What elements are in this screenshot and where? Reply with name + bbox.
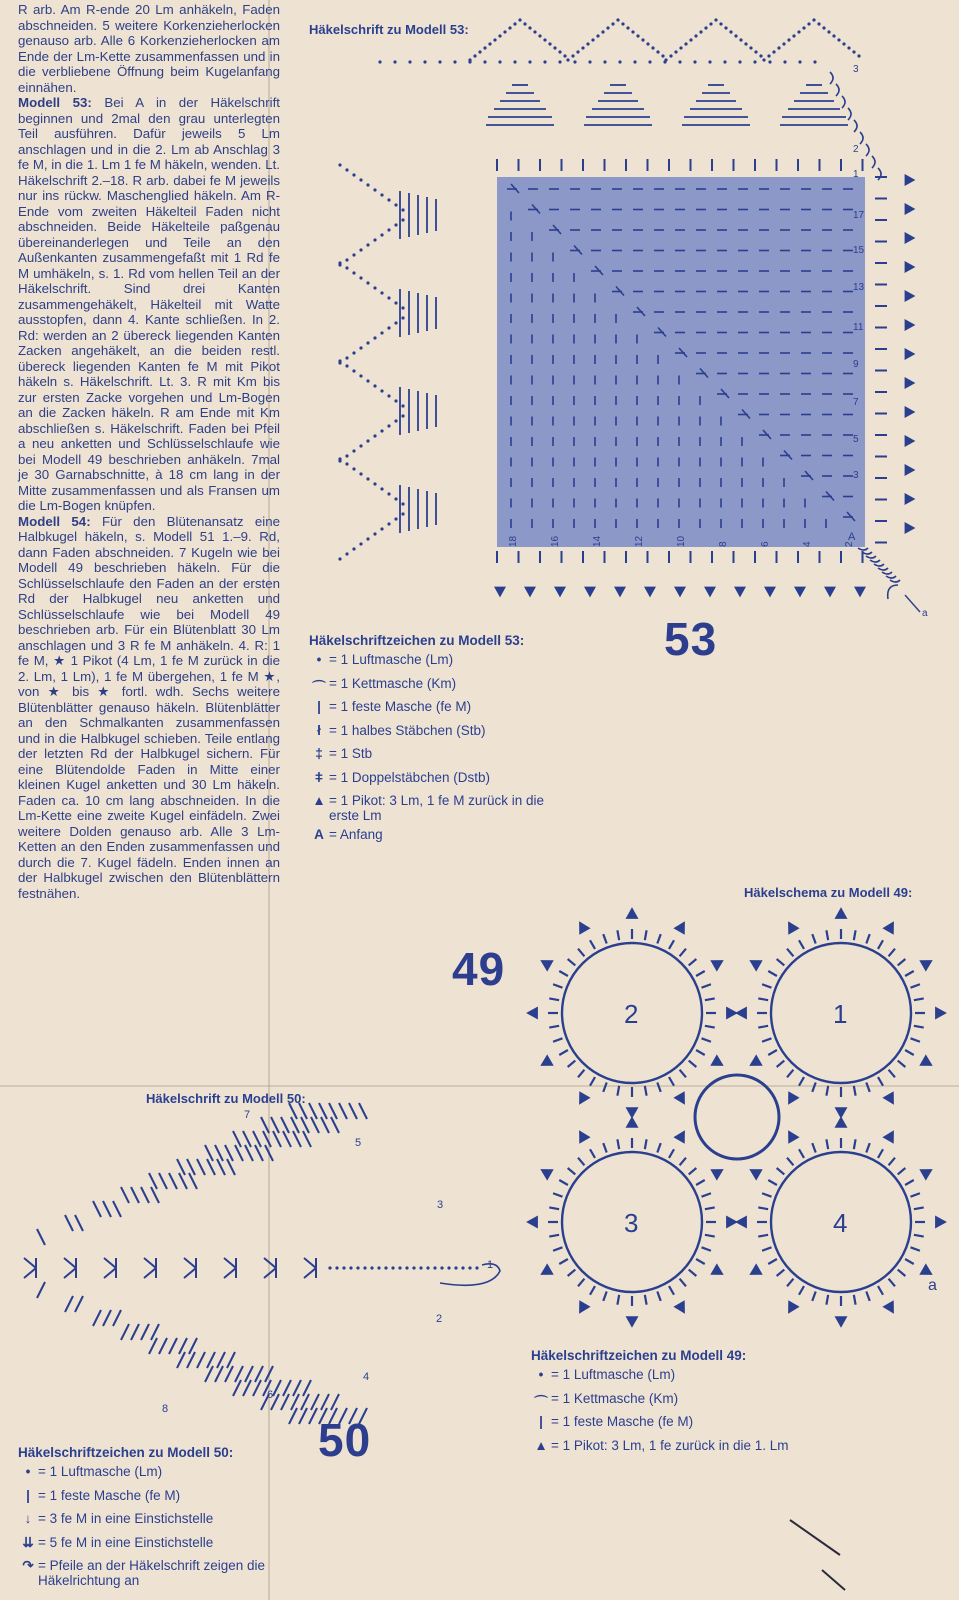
model-50-row-label: 1 [487,1259,494,1271]
model-53-row-label: 6 [760,541,771,547]
m53-legend-text: = Anfang [329,827,383,842]
model-53-row-label: 5 [853,434,859,445]
model-50-number: 50 [318,1414,372,1466]
model-50-row-label: 2 [436,1313,443,1325]
intro-paragraph: R arb. Am R-ende 20 Lm anhäkeln, Faden abschneiden. 5 weitere Korkenzieherlocken genauso arb. Alle 6 Korkenzieherlocken am Ende der Lm-Kette zusammenfassen und in die verbliebene Öffnung beim Kugelanfang einnähen. [18,2,280,95]
model-53-row-label: 15 [853,245,865,256]
m49-legend-text: = 1 Kettmasche (Km) [551,1390,679,1406]
m49-legend-symbol: ▲ [534,1437,548,1453]
m53-legend-symbol: | [317,699,321,714]
model-53-row-label: 10 [676,535,687,547]
model-53-row-label: 2 [853,144,859,155]
model-53-row-label: 17 [853,210,865,221]
m53-legend-text: = 1 Pikot: 3 Lm, 1 fe M zurück in die erste Lm [329,793,544,823]
m50-legend-symbol: • [25,1464,31,1479]
model-53-row-label: 12 [634,535,645,547]
model-49-arrow-label: a [928,1277,937,1294]
model-53-row-label: 11 [853,322,864,333]
model-50-row-label: 8 [162,1403,169,1415]
m53-legend-symbol: ▲ [312,793,326,808]
model-53-row-label: 1 [853,169,859,180]
model-49-ball-number: 2 [624,999,639,1029]
m49-legend-symbol: | [539,1414,543,1429]
m49-legend-symbol: • [538,1367,544,1382]
model-50-row-label: 6 [267,1389,274,1401]
model-49-ball-number: 3 [624,1208,639,1238]
model-53-row-label: 14 [592,535,603,547]
m53-legend-text: = 1 halbes Stäbchen (Stb) [329,722,486,738]
model-53-row-label: 13 [853,282,865,293]
model-53-row-label: 16 [550,535,561,547]
model-49-number: 49 [452,943,506,995]
m53-legend-text: = 1 Luftmasche (Lm) [329,652,454,667]
model-49-legend-title: Häkelschriftzeichen zu Modell 49: [531,1348,747,1363]
m50-legend-text: = 3 fe M in eine Einstichstelle [38,1511,214,1526]
model-53-number: 53 [664,613,718,665]
m53-legend-symbol: • [316,652,322,667]
m50-legend-symbol: ↓ [24,1511,32,1526]
model-49-chart-title: Häkelschema zu Modell 49: [744,885,913,900]
m53-legend-symbol: ⌒ [312,679,326,695]
m49-legend-text: = 1 Pikot: 3 Lm, 1 fe zurück in die 1. Lm [551,1437,789,1453]
model-53-row-label: 18 [508,535,519,547]
model-50-row-label: 5 [355,1137,362,1149]
m53-legend-symbol: ‡ [315,746,323,761]
model-53-row-label: 8 [718,541,729,547]
model-53-row-label: 7 [853,397,859,408]
model-53-row-label: 4 [802,541,813,547]
model-53-label: Modell 53: [18,95,92,110]
m49-legend-text: = 1 feste Masche (fe M) [551,1414,694,1429]
model-53-chart-title: Häkelschrift zu Modell 53: [309,22,469,37]
m50-legend-text: = 5 fe M in eine Einstichstelle [38,1534,214,1550]
m53-legend-text: = 1 Doppelstäbchen (Dstb) [329,769,490,785]
model-50-row-label: 4 [363,1371,370,1383]
m49-legend-symbol: ⌒ [534,1394,548,1410]
m50-legend-text: = 1 Luftmasche (Lm) [38,1464,163,1479]
m50-legend-symbol: | [26,1487,30,1503]
model-53-start-label: A [848,531,856,543]
model-49-ball-number: 1 [833,999,848,1029]
m53-legend-symbol: ǂ [315,769,323,785]
m53-legend-symbol: A [314,827,324,842]
model-53-instructions: Bei A in der Häkelschrift beginnen und 2mal den grau unterlegten Teil ausführen. Dafür jeweils 5 Lm anschlagen und in die 2. Lm ab Anschlag 3 fe M, in die 1. Lm 1 fe M häkeln, wenden. Lt. Häkelschrift 2.–18. R arb. dabei fe M jeweils nur ins rückw. Maschenglied häkeln. Am R-Ende vom zweiten Häkelteil Faden nicht abschneiden. Beide Häkelteile paßgenau übereinanderlegen und Teile an den Außenkanten zusammengefaßt mit 1 Rd fe M umhäkeln, s. 1. Rd vom hellen Teil an der Häkelschrift. Sind drei Kanten zusammengehäkelt, Häkelteil mit Watte ausstopfen, dann 4. Kante schließen. In 2. Rd: werden an 2 übereck liegenden Kanten Zacken angehäkelt, an die beiden restl. übereck liegenden Kanten fe M mit Pikot häkeln s. Häkelschrift. Lt. 3. R mit Km bis zur ersten Zacke vorgehen und Lm-Bogen an die Zacken häkeln. R am Ende mit Km abschließen s. Häkelschrift. Faden bei Pfeil a neu anketten und Schlüsselschlaufe wie bei Modell 49 beschrieben anhäkeln. 7mal je 30 Garnabschnitte, à 18 cm lang in der Mitte zusammenfassen und als Fransen um die Lm-Bogen knüpfen. [18,95,280,513]
model-53-row-label: 3 [853,470,859,481]
model-53-legend-title: Häkelschriftzeichen zu Modell 53: [309,633,525,648]
m50-legend-text: = 1 feste Masche (fe M) [38,1487,181,1503]
m50-legend-symbol: ↷ [22,1558,34,1573]
m50-legend-symbol: ⇊ [22,1534,34,1550]
model-53-row-label: 3 [853,64,859,75]
m53-legend-text: = 1 Kettmasche (Km) [329,675,457,691]
model-49-ball-number: 4 [833,1208,848,1238]
model-53-arrow-label: a [922,608,928,619]
model-53-row-label: 9 [853,359,859,370]
m49-legend-text: = 1 Luftmasche (Lm) [551,1367,676,1382]
m53-legend-text: = 1 feste Masche (fe M) [329,699,472,714]
model-50-legend-title: Häkelschriftzeichen zu Modell 50: [18,1445,234,1460]
model-50-row-label: 7 [244,1109,251,1121]
model-54-instructions: Für den Blütenansatz eine Halbkugel häkeln, s. Modell 51 1.–9. Rd, dann Faden abschneiden. 7 Kugeln wie bei Modell 49 beschrieben häkeln. Für die Schlüsselschlaufe den Faden an der ersten Rd der Halbkugel neu anketten und Schlüsselschlaufe wie bei Modell 49 beschrieben arb. Für ein Blütenblatt 30 Lm anschlagen und 3 R fe M anhäkeln. 4. R: 1 fe M, ★ 1 Pikot (4 Lm, 1 fe M zurück in die 2. Lm, 1 Lm), 1 fe M übergehen, 1 fe M ★, von ★ bis ★ fortl. wdh. Sechs weitere Blütenblätter genauso häkeln. Blütenblätter an den Schmalkanten zusammenfassen und in die Halbkugel schieben. Teile entlang der letzten Rd der Halbkugel sichern. Für eine Blütendolde Faden in Mitte einer kleinen Kugel anketten und 30 Lm häkeln. Faden ca. 10 cm lang abschneiden. In die Lm-Kette eine zweite Kugel einfädeln. Zwei weitere Dolden genauso arb. Alle 3 Lm-Ketten an den Enden zusammenfassen und durch die 7. Kugel fädeln. Enden innen an der Halbkugel zwischen den Blütenblättern festnähen. [18,513,280,901]
m50-legend-text: = Pfeile an der Häkelschrift zeigen die Häkelrichtung an [38,1558,266,1588]
model-50-row-label: 3 [437,1199,444,1211]
m53-legend-text: = 1 Stb [329,746,373,761]
m53-legend-symbol: ł [317,722,321,738]
model-54-label: Modell 54: [18,513,91,529]
model-50-chart-title: Häkelschrift zu Modell 50: [146,1091,306,1106]
model-53-row-label: 2 [844,541,855,547]
